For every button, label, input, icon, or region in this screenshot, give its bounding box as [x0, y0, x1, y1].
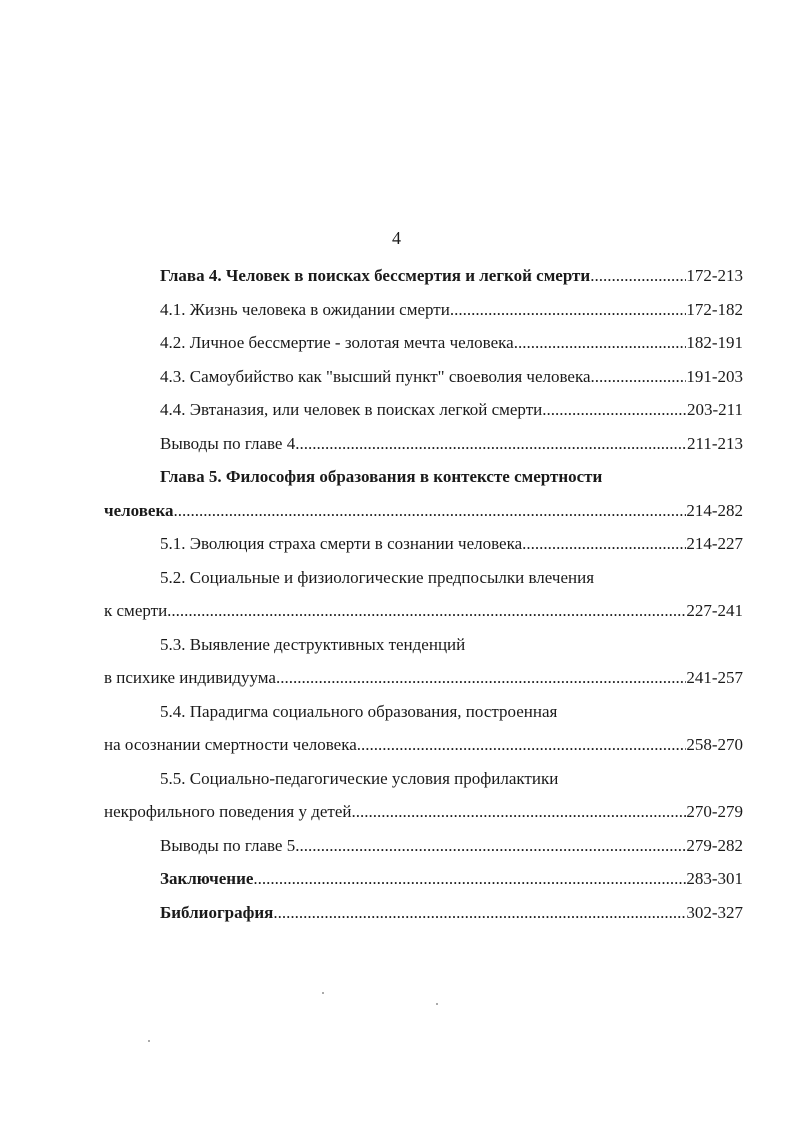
toc-entry-title: Выводы по главе 4 — [160, 433, 296, 453]
toc-section-4-1 — [104, 300, 743, 334]
toc-chapter-5-title-cont — [104, 501, 743, 535]
toc-entry-pages: 214-282 — [686, 500, 743, 520]
toc-section-5-1 — [104, 534, 743, 568]
dot-leader — [295, 434, 687, 454]
toc-conclusion — [104, 869, 743, 903]
dot-leader — [167, 601, 686, 621]
toc-entry-title: 5.1. Эволюция страха смерти в сознании человека — [160, 534, 523, 553]
toc-entry-title: на осознании смертности человека — [104, 735, 357, 754]
toc-section-5-4 — [104, 702, 743, 736]
toc-section-5-2 — [104, 568, 743, 602]
toc-entry-pages: 302-327 — [686, 902, 743, 922]
toc-section-4-4 — [104, 400, 743, 434]
toc-section-5-5 — [104, 769, 743, 803]
toc-entry-title: Глава 5. Философия образования в контексте смертности — [160, 467, 603, 486]
toc-section-4-3 — [104, 367, 743, 401]
dot-leader — [273, 903, 686, 923]
toc-section-5-2-cont — [104, 601, 743, 635]
scan-speck — [322, 992, 324, 994]
dot-leader — [522, 534, 686, 554]
toc-entry-pages: 283-301 — [686, 869, 743, 888]
toc-section-5-5-cont — [104, 802, 743, 836]
toc-chapter-5-title — [104, 467, 743, 501]
dot-leader — [357, 735, 687, 755]
toc-entry-pages: 279-282 — [686, 835, 743, 855]
toc-entry-title: к смерти — [104, 601, 168, 620]
page-number: 4 — [392, 228, 401, 248]
table-of-contents — [104, 266, 743, 936]
toc-conclusions-5 — [104, 836, 743, 870]
dot-leader — [590, 266, 686, 286]
toc-entry-title: 5.4. Парадигма социального образования, построенная — [160, 701, 558, 721]
toc-section-4-2 — [104, 333, 743, 367]
toc-entry-title: Библиография — [160, 902, 274, 922]
toc-bibliography — [104, 903, 743, 937]
toc-entry-pages: 203-211 — [686, 400, 743, 419]
toc-entry-pages: 227-241 — [686, 601, 743, 620]
scan-speck — [436, 1003, 438, 1005]
dot-leader — [276, 668, 686, 688]
toc-entry-pages: 182-191 — [686, 333, 743, 352]
toc-entry-pages: 258-270 — [686, 735, 743, 754]
toc-entry-title: человека — [104, 500, 174, 520]
toc-entry-title: Глава 4. Человек в поисках бессмертия и легкой смерти — [160, 266, 591, 285]
dot-leader — [591, 367, 687, 387]
scan-speck — [148, 1040, 150, 1042]
toc-entry-title: 5.2. Социальные и физиологические предпосылки влечения — [160, 567, 595, 587]
dot-leader — [253, 869, 686, 889]
toc-entry-title: 5.3. Выявление деструктивных тенденций — [160, 634, 466, 654]
toc-conclusions-4 — [104, 434, 743, 468]
dot-leader — [450, 300, 686, 320]
toc-entry-pages: 241-257 — [686, 668, 743, 687]
toc-entry-title: 4.2. Личное бессмертие - золотая мечта человека — [160, 333, 514, 352]
toc-entry-pages: 172-213 — [686, 266, 743, 285]
toc-entry-pages: 191-203 — [686, 366, 743, 386]
toc-section-5-3 — [104, 635, 743, 669]
toc-chapter-4 — [104, 266, 743, 300]
toc-entry-title: 4.1. Жизнь человека в ожидании смерти — [160, 299, 450, 319]
toc-entry-title: 4.4. Эвтаназия, или человек в поисках легкой смерти — [160, 400, 543, 419]
toc-entry-title: Выводы по главе 5 — [160, 835, 296, 855]
dot-leader — [542, 400, 687, 420]
toc-entry-title: 4.3. Самоубийство как "высший пункт" своеволия человека — [160, 366, 591, 386]
toc-entry-title: в психике индивидуума — [104, 668, 276, 687]
toc-entry-pages: 172-182 — [686, 299, 743, 319]
toc-section-5-3-cont — [104, 668, 743, 702]
toc-entry-pages: 270-279 — [686, 802, 743, 821]
dot-leader — [351, 802, 686, 822]
toc-entry-pages: 214-227 — [686, 534, 743, 553]
toc-entry-pages: 211-213 — [686, 433, 743, 453]
dot-leader — [514, 333, 687, 353]
toc-entry-title: 5.5. Социально-педагогические условия профилактики — [160, 768, 559, 788]
dot-leader — [174, 501, 687, 521]
toc-section-5-4-cont — [104, 735, 743, 769]
toc-entry-title: Заключение — [160, 869, 254, 888]
dot-leader — [295, 836, 686, 856]
toc-entry-title: некрофильного поведения у детей — [104, 802, 352, 821]
